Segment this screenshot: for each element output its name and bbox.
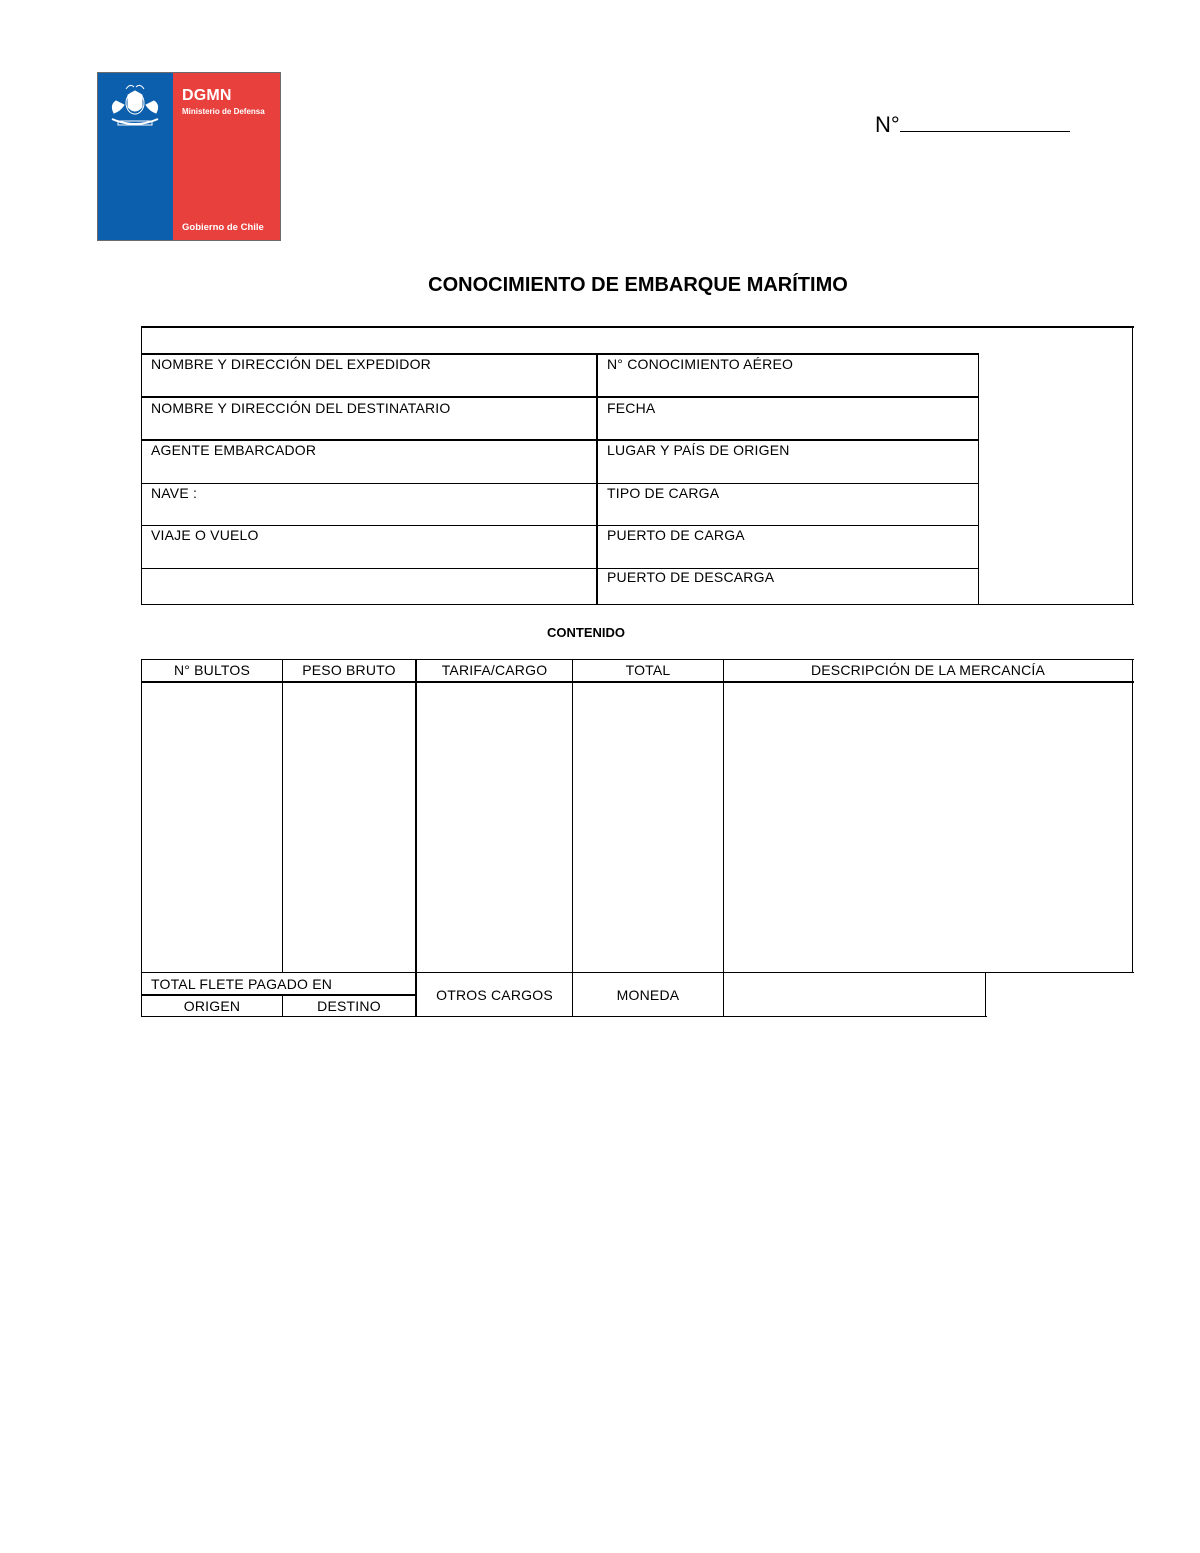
field-puerto-descarga: PUERTO DE DESCARGA xyxy=(607,569,775,585)
field-fecha: FECHA xyxy=(607,400,656,416)
dgmn-logo xyxy=(97,72,281,241)
destino-label: DESTINO xyxy=(317,998,381,1014)
contenido-title: CONTENIDO xyxy=(547,625,625,640)
field-agente-embarcador: AGENTE EMBARCADOR xyxy=(151,442,317,458)
header-tarifa-cargo: TARIFA/CARGO xyxy=(441,662,548,678)
field-viaje-vuelo: VIAJE O VUELO xyxy=(151,527,259,543)
page-title: CONOCIMIENTO DE EMBARQUE MARÍTIMO xyxy=(428,274,848,296)
logo-footer: Gobierno de Chile xyxy=(182,222,264,233)
header-peso-bruto: PESO BRUTO xyxy=(302,662,396,678)
header-bultos: N° BULTOS xyxy=(173,662,251,678)
header-total: TOTAL xyxy=(625,662,671,678)
field-puerto-carga: PUERTO DE CARGA xyxy=(607,527,745,543)
field-lugar-pais-origen: LUGAR Y PAÍS DE ORIGEN xyxy=(607,442,790,458)
number-blank-line[interactable] xyxy=(900,113,1070,132)
number-label: N° xyxy=(875,112,900,137)
field-nave: NAVE : xyxy=(151,485,198,501)
logo-brand: DGMN xyxy=(182,87,232,104)
origen-label: ORIGEN xyxy=(183,998,241,1014)
total-flete-label: TOTAL FLETE PAGADO EN xyxy=(151,976,333,992)
header-descripcion: DESCRIPCIÓN DE LA MERCANCÍA xyxy=(810,662,1046,678)
otros-cargos-label: OTROS CARGOS xyxy=(436,987,553,1003)
logo-subtitle: Ministerio de Defensa xyxy=(182,107,265,116)
document-number[interactable] xyxy=(875,112,1070,138)
moneda-label: MONEDA xyxy=(616,987,680,1003)
field-conocimiento-aereo: N° CONOCIMIENTO AÉREO xyxy=(607,356,794,372)
field-tipo-carga: TIPO DE CARGA xyxy=(607,485,720,501)
field-expedidor: NOMBRE Y DIRECCIÓN DEL EXPEDIDOR xyxy=(151,356,431,372)
field-destinatario: NOMBRE Y DIRECCIÓN DEL DESTINATARIO xyxy=(151,400,451,416)
coat-of-arms-icon xyxy=(104,81,166,133)
